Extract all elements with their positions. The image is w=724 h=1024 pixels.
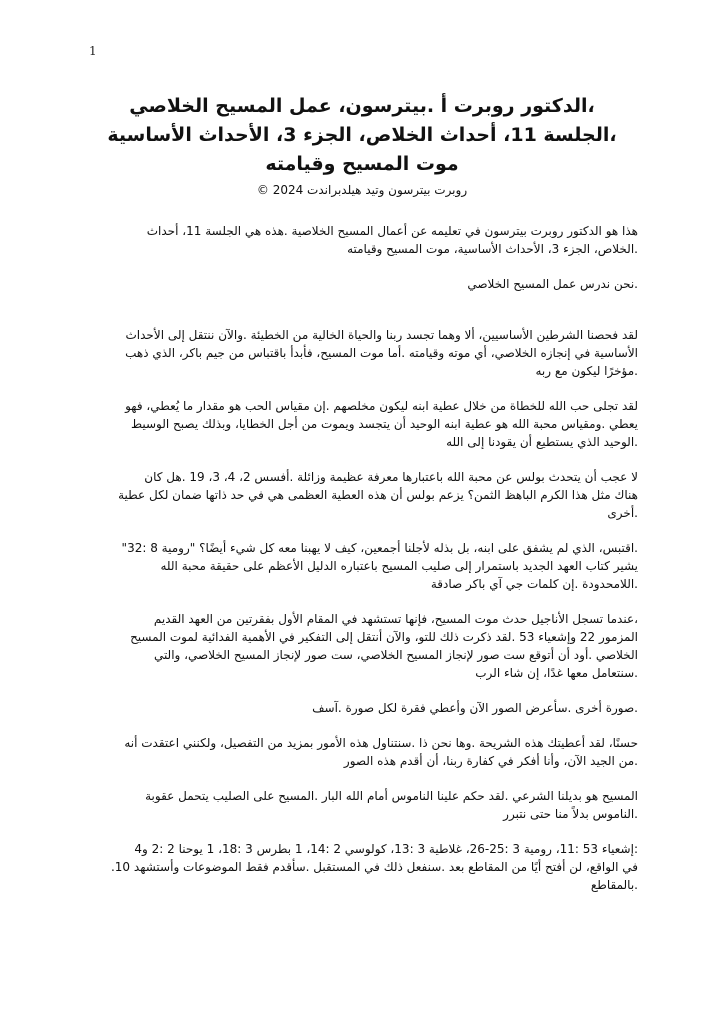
paragraph-line: هناك مثل هذا الكرم الباهظ الثمن؟ يزعم بولس أن هذه العطية العظمى هي في حد ذاتها ضمان لكل عطية bbox=[118, 488, 638, 502]
paragraph-6 bbox=[88, 539, 638, 593]
paragraph-line: .مؤخرًا ليكون مع ربه bbox=[535, 364, 638, 378]
paragraph-line: المسيح هو بديلنا الشرعي .لقد حكم علينا الناموس أمام الله البار .المسيح على الصليب يتحمل عقوبة bbox=[145, 789, 638, 803]
document-title-line-3: موت المسيح وقيامته bbox=[265, 153, 459, 175]
paragraph-line: لقد فحصنا الشرطين الأساسيين، ألا وهما تجسد ربنا والحياة الخالية من الخطيئة .والآن ننتقل إلى الأحداث bbox=[125, 328, 638, 342]
document-header bbox=[60, 92, 664, 199]
paragraph-line: .الخلاص، الجزء 3، الأحداث الأساسية، موت المسيح وقيامته bbox=[347, 242, 638, 256]
paragraph-7 bbox=[88, 610, 638, 682]
paragraph-line: لقد تجلى حب الله للخطاة من خلال عطية ابنه ليكون مخلصهم .إن مقياس الحب هو مقدار ما يُعطي، فهو bbox=[125, 399, 638, 413]
copyright-notice: روبرت بيترسون وتيد هيلدبراندت 2024 © bbox=[256, 183, 468, 197]
paragraph-line: يعطي .ومقياس محبة الله هو عطية ابنه الوحيد أن يتجسد ويموت من أجل الخطايا، وبذلك يصبح الوسيط bbox=[130, 417, 638, 431]
paragraph-line: المزمور 22 وإشعياء 53 .لقد ذكرت ذلك للتو، والآن أنتقل إلى التفكير في الأهمية الفدائية لموت المسيح bbox=[130, 630, 638, 644]
paragraph-9 bbox=[88, 734, 638, 770]
paragraph-10 bbox=[88, 787, 638, 823]
paragraph-line: .سنتعامل معها غدًا، إن شاء الرب bbox=[475, 666, 638, 680]
document-title-line-2: ،الجلسة 11، أحداث الخلاص، الجزء 3، الأحداث الأساسية bbox=[107, 124, 617, 146]
paragraph-line: .أخرى bbox=[607, 506, 638, 520]
paragraph-line: :إشعياء 53 :11، رومية 3 :25-26، غلاطية 3 :13، كولوسي 2 :14، 1 بطرس 3 :18، 1 يوحنا 2 :2 و4 bbox=[134, 842, 638, 856]
paragraph-1 bbox=[88, 222, 638, 258]
paragraph-line: حسنًا، لقد أعطيتك هذه الشريحة .وها نحن ذا .سنتناول هذه الأمور بمزيد من التفصيل، ولكنني اعتقدت أنه bbox=[124, 736, 638, 750]
page-number: 1 bbox=[89, 44, 97, 58]
paragraph-line: .اقتبس، الذي لم يشفق على ابنه، بل بذله لأجلنا أجمعين، كيف لا يهبنا معه كل شيء أيضًا؟ "رومية 8 :32" bbox=[121, 541, 638, 555]
paragraph-line: الأساسية في إنجازه الخلاصي، أي موته وقيامته .أما موت المسيح، فأبدأ باقتباس من جيم باكر، الذي ذهب bbox=[125, 346, 638, 360]
paragraph-3 bbox=[88, 326, 638, 380]
paragraph-line: يشير كتاب العهد الجديد باستمرار إلى صليب المسيح باعتباره الدليل الأعظم على حقيقة محبة الله bbox=[160, 559, 638, 573]
paragraph-line: .نحن ندرس عمل المسيح الخلاصي bbox=[467, 277, 638, 291]
paragraph-line: .الناموس بدلاً منا حتى نتبرر bbox=[503, 807, 638, 821]
paragraph-line: ،عندما تسجل الأناجيل حدث موت المسيح، فإنها تستشهد في المقام الأول بفقرتين من العهد القديم bbox=[153, 612, 638, 626]
paragraph-line: .بالمقاطع bbox=[590, 878, 638, 892]
paragraph-line: .الوحيد الذي يستطيع أن يقودنا إلى الله bbox=[446, 435, 638, 449]
paragraph-11 bbox=[88, 840, 638, 894]
paragraph-line: في الواقع، لن أفتح أيًا من المقاطع بعد .سنفعل ذلك في المستقبل .سأقدم فقط الموضوعات وأستشهد 10. bbox=[110, 860, 638, 874]
paragraph-line: هذا هو الدكتور روبرت بيترسون في تعليمه عن أعمال المسيح الخلاصية .هذه هي الجلسة 11، أحداث bbox=[146, 224, 638, 238]
paragraph-4 bbox=[88, 397, 638, 451]
paragraph-line: الخلاصي .أود أن أتوقع ست صور لإنجاز المسيح الخلاصي، ست صور لإنجاز المسيح الخلاصي، والتي bbox=[153, 648, 638, 662]
paragraph-2 bbox=[88, 275, 638, 293]
paragraph-5 bbox=[88, 468, 638, 522]
paragraph-line: لا عجب أن يتحدث بولس عن محبة الله باعتبارها معرفة عظيمة وزائلة .أفسس 2، 4، 3، 19 .هل كان bbox=[144, 470, 638, 484]
paragraph-8 bbox=[88, 699, 638, 717]
paragraph-line: .من الجيد الآن، وأنا أفكر في كفارة ربنا، أن أقدم هذه الصور bbox=[343, 754, 638, 768]
document-body bbox=[88, 222, 638, 911]
document-title-line-1: ،الدكتور روبرت أ .بيترسون، عمل المسيح الخلاصي bbox=[129, 95, 595, 117]
paragraph-line: .صورة أخرى .سأعرض الصور الآن وأعطي فقرة لكل صورة .آسف bbox=[312, 701, 638, 715]
paragraph-line: .اللامحدودة .إن كلمات جي آي باكر صادقة bbox=[430, 577, 638, 591]
